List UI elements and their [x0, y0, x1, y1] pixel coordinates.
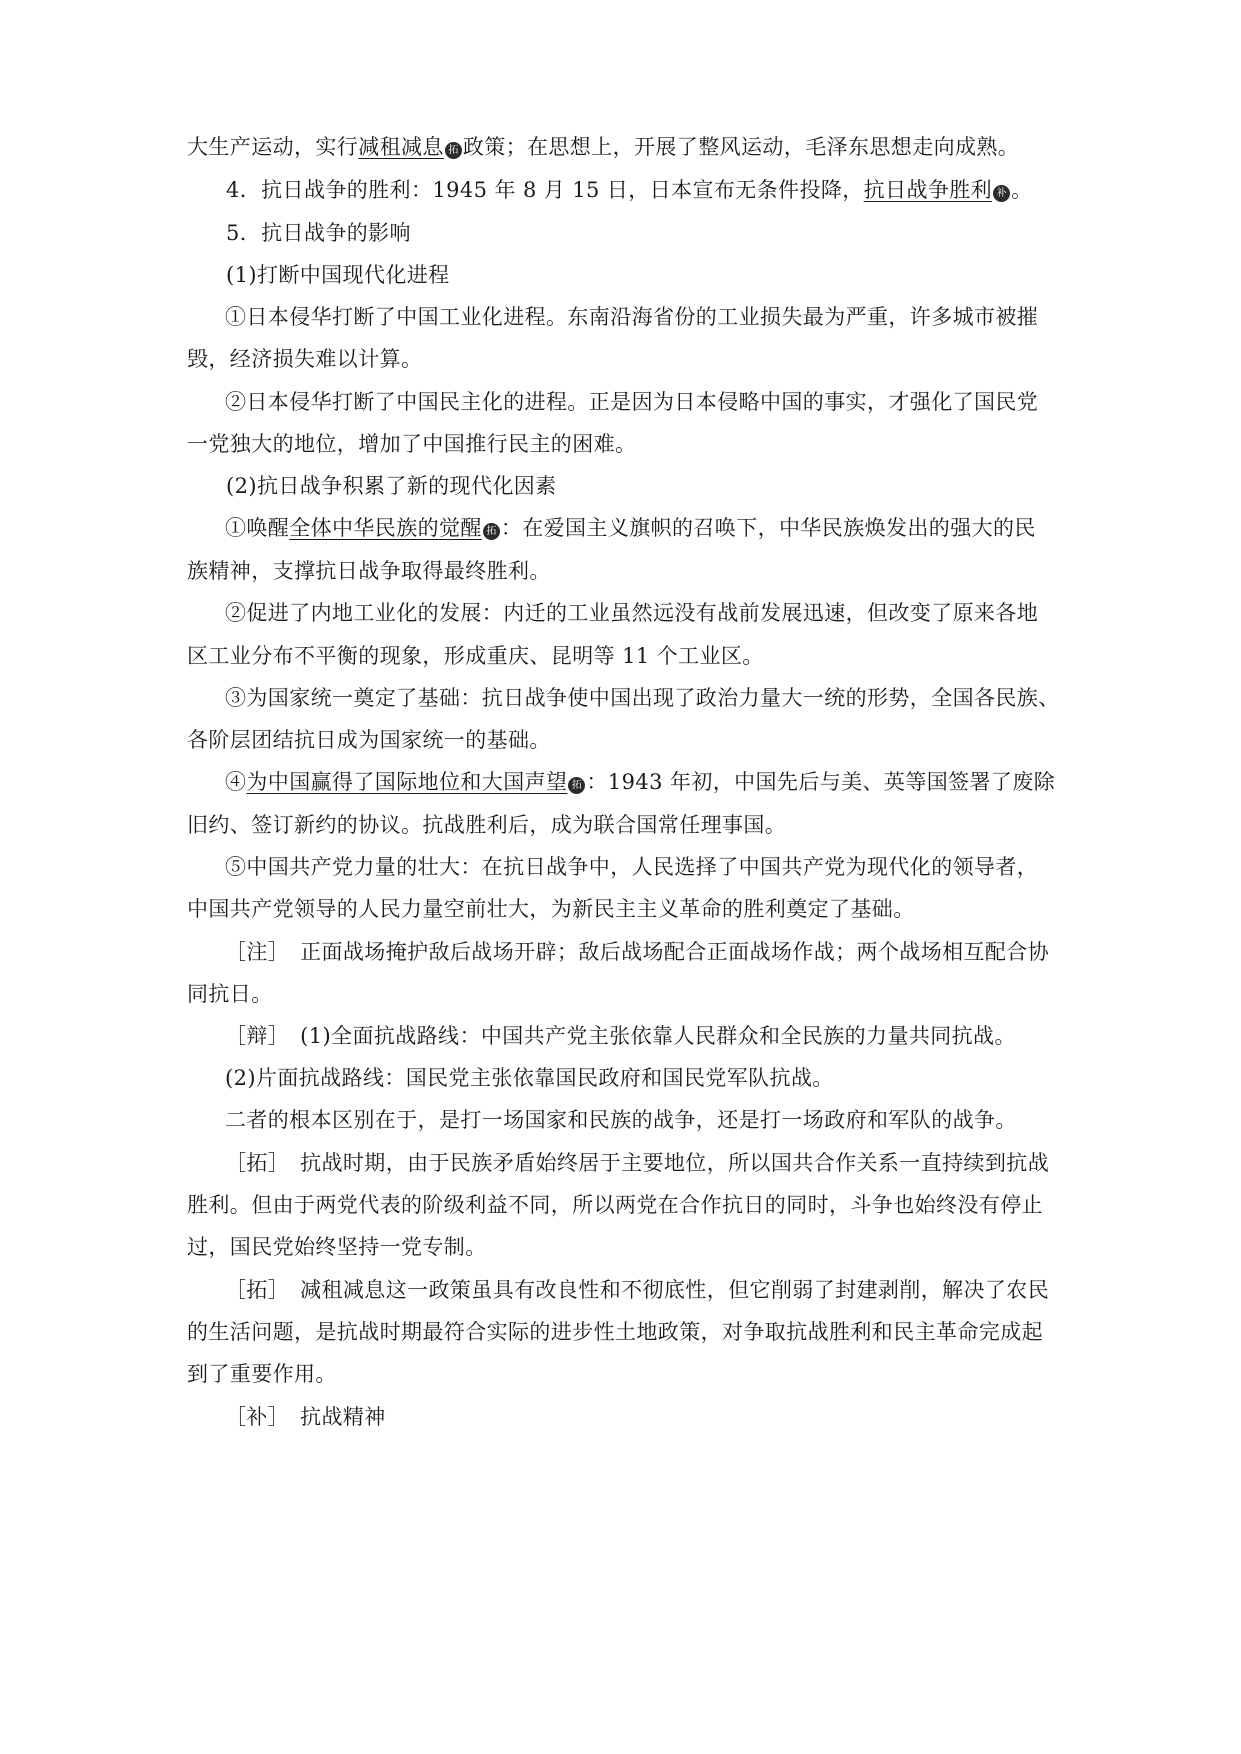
text-line: 旧约、签订新约的协议。抗战胜利后，成为联合国常任理事国。 — [187, 813, 787, 837]
text-line — [187, 133, 1019, 161]
note-line: ［注］ 正面战场掩护敌后战场开辟；敌后战场配合正面战场作战；两个战场相互配合协 — [225, 940, 1050, 964]
supplement-tag-icon: 补 — [993, 185, 1010, 202]
text-line — [225, 768, 1055, 796]
text-line — [226, 176, 1032, 204]
note-line: ［辩］ (1)全面抗战路线：中国共产党主张依靠人民群众和全民族的力量共同抗战。 — [225, 1024, 1016, 1048]
underlined-term: 全体中华民族的觉醒 — [289, 516, 482, 540]
text-span: 政策；在思想上，开展了整风运动，毛泽东思想走向成熟。 — [462, 135, 1020, 159]
text-span: ：在爱国主义旗帜的召唤下，中华民族焕发出的强大的民 — [500, 516, 1036, 540]
text-line: 族精神，支撑抗日战争取得最终胜利。 — [187, 559, 551, 583]
text-line: 过，国民党始终坚持一党专制。 — [187, 1235, 487, 1259]
text-line: ②日本侵华打断了中国民主化的进程。正是因为日本侵略中国的事实，才强化了国民党 — [225, 390, 1039, 414]
text-line: 区工业分布不平衡的现象，形成重庆、昆明等 11 个工业区。 — [187, 644, 764, 668]
expand-tag-icon: 拓 — [483, 523, 500, 540]
text-span: 。 — [1011, 178, 1033, 202]
text-span: 大生产运动，实行 — [187, 135, 359, 159]
text-span: ①唤醒 — [225, 516, 290, 540]
text-line: 二者的根本区别在于，是打一场国家和民族的战争，还是打一场政府和军队的战争。 — [225, 1108, 1017, 1132]
text-span: ：1943 年初，中国先后与美、英等国签署了废除 — [586, 770, 1056, 794]
text-line — [225, 514, 1036, 542]
subsection-heading: (1)打断中国现代化进程 — [226, 263, 450, 287]
text-line: 同抗日。 — [187, 982, 273, 1006]
text-line: 中国共产党领导的人民力量空前壮大，为新民主主义革命的胜利奠定了基础。 — [187, 897, 915, 921]
underlined-term: 抗日战争胜利 — [863, 178, 993, 202]
subsection-heading: (2)抗日战争积累了新的现代化因素 — [226, 474, 557, 498]
text-line: ⑤中国共产党力量的壮大：在抗日战争中，人民选择了中国共产党为现代化的领导者， — [225, 855, 1039, 879]
text-line: 毁，经济损失难以计算。 — [187, 347, 423, 371]
text-line: 胜利。但由于两党代表的阶级利益不同，所以两党在合作抗日的同时，斗争也始终没有停止 — [187, 1193, 1043, 1217]
text-line: ②促进了内地工业化的发展：内迁的工业虽然远没有战前发展迅速，但改变了原来各地 — [225, 601, 1039, 625]
expand-tag-icon: 拓 — [568, 777, 585, 794]
text-line: ③为国家统一奠定了基础：抗日战争使中国出现了政治力量大一统的形势，全国各民族、 — [225, 686, 1060, 710]
underlined-term: 为中国赢得了国际地位和大国声望 — [246, 770, 568, 794]
note-line: ［补］ 抗战精神 — [225, 1405, 386, 1429]
text-span: 4．抗日战争的胜利：1945 年 8 月 15 日，日本宣布无条件投降， — [226, 178, 864, 202]
note-line: ［拓］ 减租减息这一政策虽具有改良性和不彻底性，但它削弱了封建剥削，解决了农民 — [225, 1278, 1050, 1302]
underlined-term: 减租减息 — [358, 135, 444, 159]
text-span: ④ — [225, 770, 247, 794]
section-heading: 5．抗日战争的影响 — [226, 221, 411, 245]
text-line: ①日本侵华打断了中国工业化进程。东南沿海省份的工业损失最为严重，许多城市被摧 — [225, 305, 1039, 329]
text-line: 各阶层团结抗日成为国家统一的基础。 — [187, 728, 551, 752]
note-line: ［拓］ 抗战时期，由于民族矛盾始终居于主要地位，所以国共合作关系一直持续到抗战 — [225, 1151, 1050, 1175]
text-line: 到了重要作用。 — [187, 1362, 337, 1386]
text-line: (2)片面抗战路线：国民党主张依靠国民政府和国民党军队抗战。 — [225, 1066, 834, 1090]
text-line: 一党独大的地位，增加了中国推行民主的困难。 — [187, 432, 637, 456]
expand-tag-icon: 拓 — [445, 142, 462, 159]
text-line: 的生活问题，是抗战时期最符合实际的进步性土地政策，对争取抗战胜利和民主革命完成起 — [187, 1320, 1043, 1344]
